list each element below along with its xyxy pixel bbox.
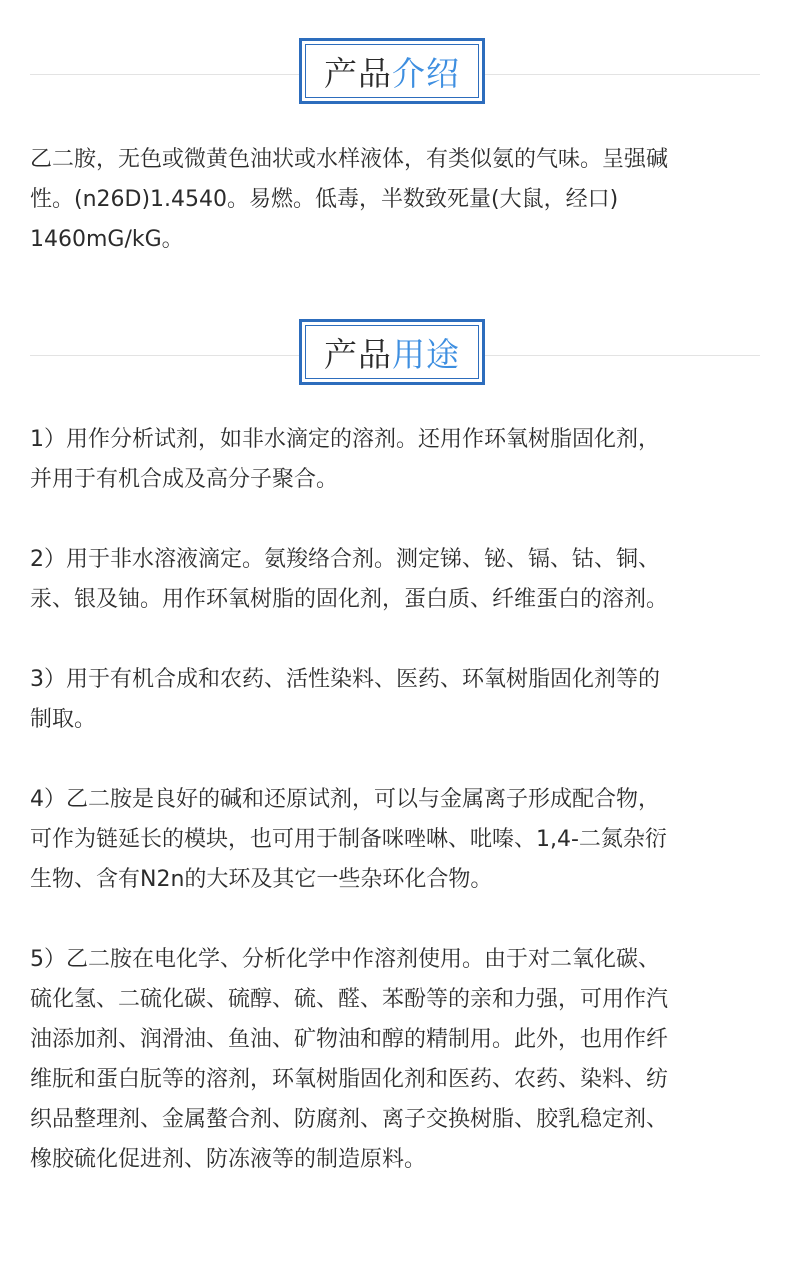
usage-line: 4）乙二胺是良好的碱和还原试剂，可以与金属离子形成配合物，	[30, 787, 660, 812]
intro-section-header	[30, 38, 760, 110]
usage-paragraph-4	[30, 780, 760, 900]
usage-title-accent: 用途	[392, 334, 460, 374]
intro-title-dark: 产品	[324, 53, 392, 93]
usage-line: 油添加剂、润滑油、鱼油、矿物油和醇的精制用。此外，也用作纤	[30, 1027, 669, 1052]
usage-paragraph-1	[30, 420, 760, 500]
usage-paragraph-3	[30, 660, 760, 740]
usage-section-header	[30, 319, 760, 391]
usage-title	[305, 325, 479, 379]
intro-title	[305, 44, 479, 98]
usage-title-box	[299, 319, 485, 385]
intro-title-accent: 介绍	[392, 53, 460, 93]
usage-paragraph-2	[30, 540, 760, 620]
usage-title-dark: 产品	[324, 334, 392, 374]
usage-line: 5）乙二胺在电化学、分析化学中作溶剂使用。由于对二氧化碳、	[30, 947, 660, 972]
usage-line: 汞、银及铀。用作环氧树脂的固化剂，蛋白质、纤维蛋白的溶剂。	[30, 587, 669, 612]
usage-line: 织品整理剂、金属螯合剂、防腐剂、离子交换树脂、胶乳稳定剂、	[30, 1107, 669, 1132]
usage-line: 橡胶硫化促进剂、防冻液等的制造原料。	[30, 1147, 427, 1172]
usage-line: 并用于有机合成及高分子聚合。	[30, 467, 339, 492]
intro-title-box	[299, 38, 485, 104]
intro-body	[30, 140, 760, 260]
usage-line: 制取。	[30, 707, 97, 732]
usage-line: 3）用于有机合成和农药、活性染料、医药、环氧树脂固化剂等的	[30, 667, 660, 692]
intro-line: 性。(n26D)1.4540。易燃。低毒，半数致死量(大鼠，经口)	[30, 187, 619, 212]
usage-line: 硫化氢、二硫化碳、硫醇、硫、醛、苯酚等的亲和力强，可用作汽	[30, 987, 669, 1012]
usage-line: 维朊和蛋白朊等的溶剂，环氧树脂固化剂和医药、农药、染料、纺	[30, 1067, 669, 1092]
intro-line: 乙二胺，无色或微黄色油状或水样液体，有类似氨的气味。呈强碱	[30, 147, 669, 172]
usage-line: 生物、含有N2n的大环及其它一些杂环化合物。	[30, 867, 493, 892]
usage-line: 2）用于非水溶液滴定。氨羧络合剂。测定锑、铋、镉、钴、铜、	[30, 547, 660, 572]
intro-line: 1460mG/kG。	[30, 227, 184, 252]
usage-line: 可作为链延长的模块，也可用于制备咪唑啉、吡嗪、1,4-二氮杂衍	[30, 827, 667, 852]
usage-paragraph-5	[30, 940, 760, 1180]
usage-line: 1）用作分析试剂，如非水滴定的溶剂。还用作环氧树脂固化剂，	[30, 427, 660, 452]
